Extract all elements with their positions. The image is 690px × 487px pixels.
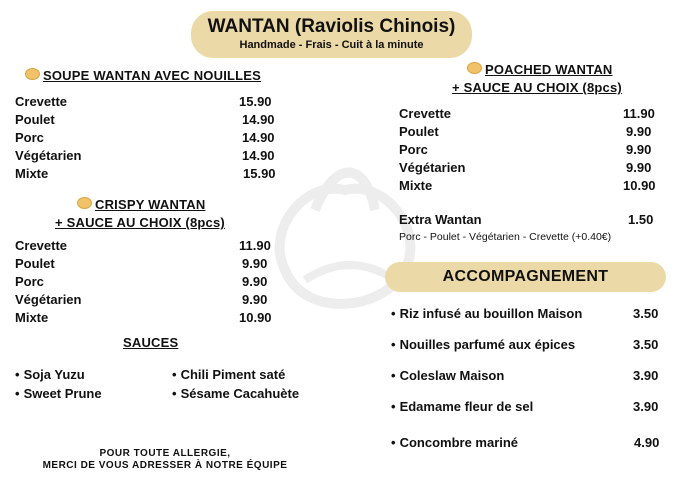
list-item: Végétarien 9.90: [15, 292, 268, 307]
title-banner: [191, 11, 472, 58]
list-item: Mixte 15.90: [15, 166, 276, 181]
poached-heading: POACHED WANTAN: [467, 62, 613, 77]
crispy-list: [15, 237, 285, 327]
accompagnement-banner: ACCOMPAGNEMENT: [385, 262, 666, 292]
poached-heading-sub: + SAUCE AU CHOIX (8pcs): [452, 80, 622, 95]
list-item: Porc 14.90: [15, 130, 275, 145]
soupe-list: [15, 93, 285, 183]
extra-wantan-note: Porc - Poulet - Végétarien - Crevette (+0.40€): [399, 231, 612, 243]
list-item: • Edamame fleur de sel 3.90: [391, 398, 671, 416]
list-item: • Concombre mariné 4.90: [391, 434, 671, 452]
extra-wantan-row: Extra Wantan 1.50: [399, 212, 654, 227]
page-title: WANTAN (Raviolis Chinois): [207, 16, 456, 37]
dumpling-icon: [25, 68, 40, 80]
sauce-item: • Chili Piment saté: [172, 366, 285, 384]
list-item: • Nouilles parfumé aux épices 3.50: [391, 336, 671, 354]
list-item: Végétarien 9.90: [399, 160, 652, 175]
list-item: Mixte 10.90: [399, 178, 656, 193]
list-item: Végétarien 14.90: [15, 148, 275, 163]
list-item: • Coleslaw Maison 3.90: [391, 367, 671, 385]
allergy-notice: POUR TOUTE ALLERGIE, MERCI DE VOUS ADRESSER À NOTRE ÉQUIPE: [42, 448, 288, 471]
list-item: Porc 9.90: [399, 142, 652, 157]
list-item: • Riz infusé au bouillon Maison 3.50: [391, 305, 671, 323]
list-item: Crevette 11.90: [399, 106, 655, 121]
list-item: Mixte 10.90: [15, 310, 272, 325]
sauce-item: • Sweet Prune: [15, 385, 102, 403]
list-item: Porc 9.90: [15, 274, 268, 289]
dumpling-icon: [77, 197, 92, 209]
sauces-heading: SAUCES: [123, 335, 179, 350]
dumpling-icon: [467, 62, 482, 74]
poached-list: [399, 105, 669, 195]
soupe-heading: SOUPE WANTAN AVEC NOUILLES: [25, 68, 261, 83]
list-item: Crevette 15.90: [15, 94, 272, 109]
list-item: Crevette 11.90: [15, 238, 271, 253]
sauce-item: • Sésame Cacahuète: [172, 385, 299, 403]
list-item: Poulet 9.90: [399, 124, 652, 139]
list-item: Poulet 14.90: [15, 112, 275, 127]
crispy-heading-sub: + SAUCE AU CHOIX (8pcs): [55, 215, 225, 230]
crispy-heading: CRISPY WANTAN: [77, 197, 205, 212]
list-item: Poulet 9.90: [15, 256, 268, 271]
sauce-item: • Soja Yuzu: [15, 366, 85, 384]
page-subtitle: Handmade - Frais - Cuit à la minute: [239, 39, 424, 51]
